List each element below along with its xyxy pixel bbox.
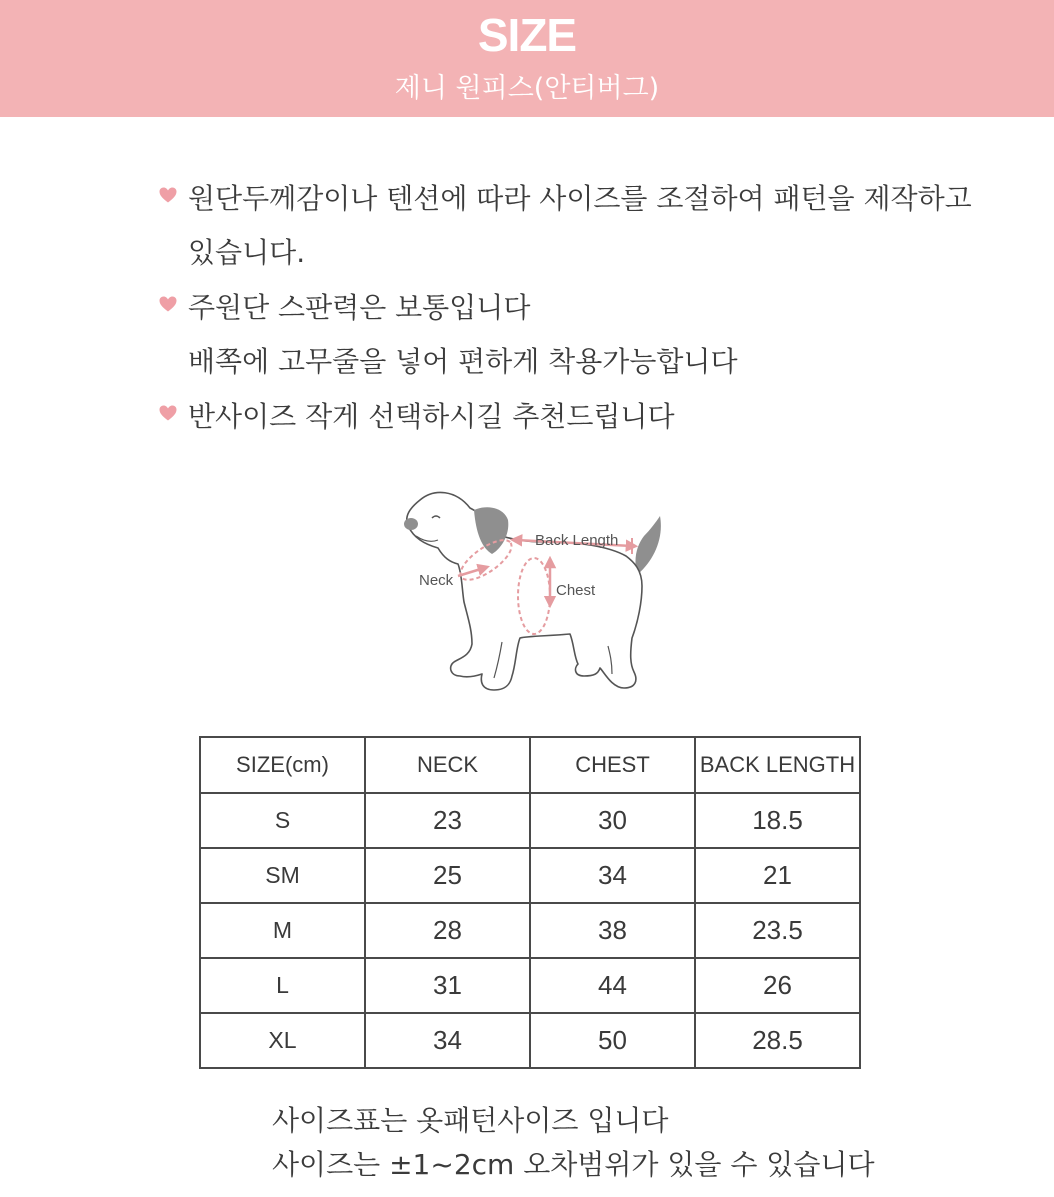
chest-cell: 30 [530, 793, 695, 848]
footer-line: 사이즈표는 옷패턴사이즈 입니다 [272, 1104, 669, 1137]
neck-cell: 31 [365, 958, 530, 1013]
chest-cell: 38 [530, 903, 695, 958]
header-chest: CHEST [530, 737, 695, 793]
back-length-cell: 28.5 [695, 1013, 860, 1068]
back-length-cell: 23.5 [695, 903, 860, 958]
note-line: 원단두께감이나 텐션에 따라 사이즈를 조절하여 패턴을 제작하고 [188, 182, 972, 215]
page-title: SIZE [477, 9, 577, 61]
table-row [200, 1013, 860, 1068]
size-cell: XL [200, 1013, 365, 1068]
dog-nose [404, 518, 418, 530]
table-row [200, 848, 860, 903]
chest-cell: 50 [530, 1013, 695, 1068]
chest-cell: 44 [530, 958, 695, 1013]
neck-label: Neck [419, 572, 454, 589]
dog-tail [635, 516, 660, 574]
heart-icon [158, 403, 178, 423]
chest-cell: 34 [530, 848, 695, 903]
size-cell: S [200, 793, 365, 848]
header-neck: NECK [365, 737, 530, 793]
heart-icon [158, 185, 178, 205]
neck-cell: 25 [365, 848, 530, 903]
table-header-row [200, 737, 860, 793]
back-length-cell: 18.5 [695, 793, 860, 848]
note-line: 배쪽에 고무줄을 넣어 편하게 착용가능합니다 [188, 345, 738, 378]
size-cell: M [200, 903, 365, 958]
footer-line: 사이즈는 ±1~2cm 오차범위가 있을 수 있습니다 [272, 1148, 875, 1181]
size-table [199, 736, 861, 1069]
note-line: 주원단 스판력은 보통입니다 [188, 291, 531, 324]
note-item [158, 281, 958, 389]
product-name: 제니 원피스(안티버그) [394, 73, 660, 104]
size-notes [158, 172, 972, 445]
back-length-label: Back Length [535, 532, 619, 549]
note-item [158, 172, 972, 280]
header-back-length: BACK LENGTH [695, 737, 860, 793]
footer-notes [272, 1099, 972, 1187]
page-header [0, 0, 1054, 117]
neck-cell: 28 [365, 903, 530, 958]
chest-label: Chest [556, 582, 596, 599]
heart-icon [158, 294, 178, 314]
note-line: 있습니다. [188, 236, 306, 269]
table-row [200, 958, 860, 1013]
dog-measurement-diagram [398, 478, 672, 698]
table-row [200, 793, 860, 848]
size-cell: L [200, 958, 365, 1013]
dog-body [407, 492, 642, 690]
note-item [158, 390, 958, 444]
table-row [200, 903, 860, 958]
header-size: SIZE(cm) [200, 737, 365, 793]
neck-cell: 23 [365, 793, 530, 848]
note-line: 반사이즈 작게 선택하시길 추천드립니다 [188, 400, 675, 433]
size-cell: SM [200, 848, 365, 903]
back-length-cell: 26 [695, 958, 860, 1013]
neck-cell: 34 [365, 1013, 530, 1068]
back-length-cell: 21 [695, 848, 860, 903]
